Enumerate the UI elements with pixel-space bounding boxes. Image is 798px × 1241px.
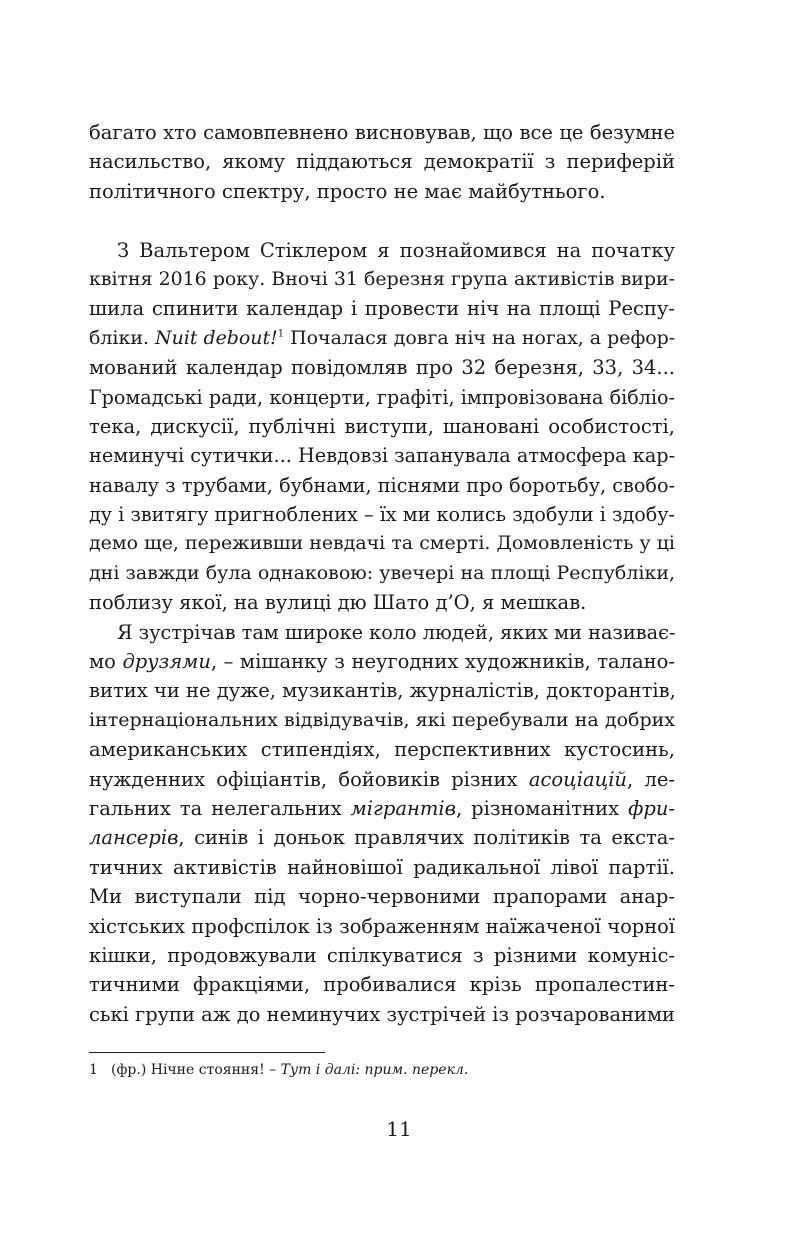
footnote-number: 1 [89, 1062, 98, 1078]
text-run: бліки. [89, 326, 149, 349]
italic-word: лансерів [89, 826, 179, 850]
text-line: Громадські ради, концерти, графіті, імпровізована бібліо- [89, 385, 675, 409]
text-line: витих чи не дуже, музикантів, журналістів, докторантів, [89, 679, 676, 703]
text-run: , різноманітних [455, 796, 629, 820]
text-line [89, 647, 675, 676]
text-line: кішки, продовжували спілкуватися з різними комуніс- [89, 943, 675, 967]
text-line: тека, дискусії, публічні виступи, шановані особистості, [89, 414, 675, 438]
footnote-marker[interactable]: 1 [277, 328, 285, 340]
paragraph-3 [89, 618, 675, 1029]
text-line: інтернаціональних відвідувачів, які перебували на добрих [89, 708, 675, 731]
footnote-divider [89, 1052, 325, 1053]
italic-word: мігрантів [350, 796, 456, 820]
text-line: американських стипендіях, перспективних кустосинь, [89, 738, 675, 762]
text-line: політичного спектру, просто не має майбутнього. [89, 179, 606, 203]
page-number: 11 [386, 1117, 412, 1141]
text-line: Ми виступали під чорно-червоними прапорами анар- [89, 885, 675, 909]
paragraph-1 [89, 118, 675, 206]
footnote [89, 1059, 675, 1081]
text-run: мо [89, 650, 123, 674]
italic-word: друзями [122, 650, 211, 674]
text-line: ські групи аж до неминучих зустрічей із розчарованими [89, 1002, 675, 1026]
text-line: багато хто самовпевнено висновував, що все це безумне [89, 121, 675, 144]
text-line [89, 765, 675, 794]
text-line: Я зустрічав там широке коло людей, яких ми називає- [117, 620, 676, 644]
text-line: неминучі сутички... Невдовзі запанувала атмосфера кар- [89, 444, 676, 468]
text-line [89, 324, 675, 353]
text-run: , ле- [627, 767, 675, 791]
italic-phrase: Nuit debout! [155, 326, 278, 349]
paragraph-gap [89, 206, 675, 235]
text-line: З Вальтером Стіклером я познайомився на початку [117, 238, 675, 262]
italic-word: асоціацій [528, 767, 627, 791]
text-run: , – мішанку з неугодних художників, талано- [210, 650, 675, 674]
text-line: хістських профспілок із зображенням наїжаченої чорної [89, 914, 675, 938]
text-run: , синів і доньок правлячих політиків та екста- [178, 826, 675, 850]
italic-word: фри- [628, 796, 675, 820]
text-run: Почалася довга ніч на ногах, а рефор- [284, 326, 676, 349]
text-line [89, 823, 675, 852]
paragraph-2 [89, 236, 675, 618]
text-line [89, 794, 675, 823]
text-line: ду і звитягу пригноблених – їх ми колись здобули і здобу- [89, 503, 675, 527]
text-line: тичних активістів найновішої радикальної лівої партії. [89, 855, 675, 879]
text-line: шила спинити календар і провести ніч на площі Респу- [89, 297, 675, 321]
text-run: нужденних офіціантів, бойовиків різних [89, 767, 529, 791]
footnote-text: (фр.) Нічне стояння! – [111, 1062, 281, 1078]
text-line: насильство, якому піддаються демократії з периферій [89, 150, 675, 174]
text-line: навалу з трубами, бубнами, піснями про боротьбу, свобо- [89, 473, 675, 497]
text-line: квітня 2016 року. Вночі 31 березня група активістів вири- [89, 267, 675, 290]
text-run: гальних та нелегальних [89, 796, 351, 820]
text-line: дні завжди була однаковою: увечері на площі Республіки, [89, 561, 675, 584]
footnote-italic: Тут і далі: прим. перекл. [280, 1062, 469, 1078]
text-line: мований календар повідомляв про 32 березня, 33, 34... [89, 356, 675, 380]
text-line: поблизу якої, на вулиці дю Шато д’О, я мешкав. [89, 591, 587, 615]
text-line: тичними фракціями, пробивалися крізь пропалестин- [89, 973, 675, 997]
text-line: демо ще, переживши невдачі та смерті. Домовленість у ці [89, 532, 675, 555]
body-text [89, 118, 675, 1029]
